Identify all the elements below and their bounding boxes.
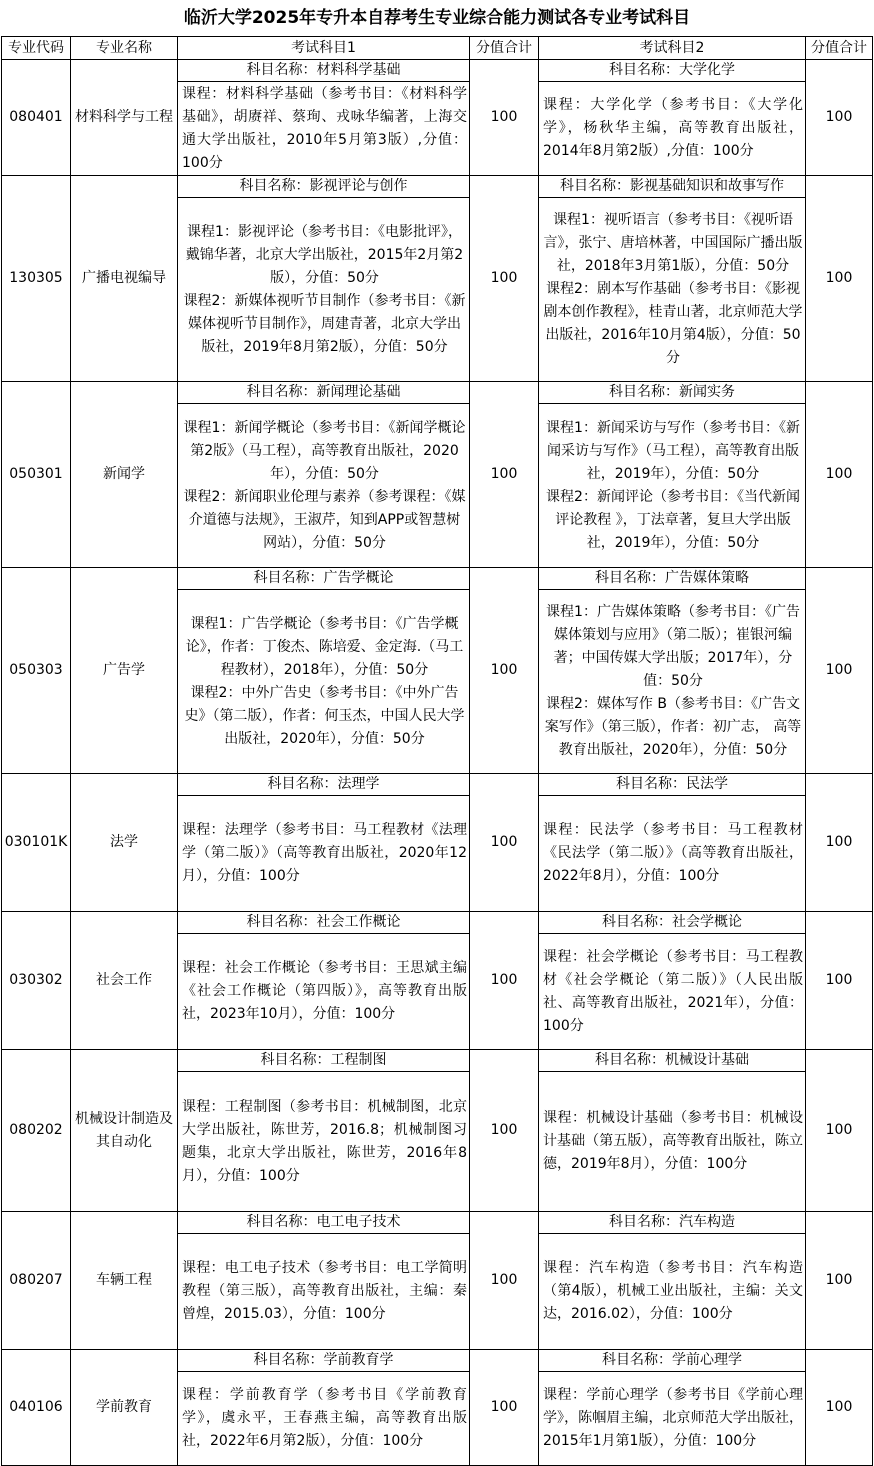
subject-name: 科目名称：学前教育学 [178, 1350, 469, 1372]
subject-courses [178, 1072, 469, 1211]
course-2: 课程2：新媒体视听节目制作（参考书目：《新媒体视听节目制作》，周建青著，北京大学出版社，2019年8月第2版），分值：50分 [183, 292, 466, 355]
score-total-2: 100 [806, 1050, 873, 1212]
major-code: 080202 [2, 1050, 71, 1212]
course-2: 课程2：中外广告史（参考书目：《中外广告史》（第二版），作者：何玉杰，中国人民大学出版社，2020年），分值：50分 [184, 684, 465, 747]
major-name: 社会工作 [71, 912, 178, 1050]
subject1-cell [178, 568, 470, 774]
subject1-cell [178, 176, 470, 382]
score-total-1: 100 [470, 1212, 539, 1350]
table-row [2, 568, 873, 774]
subject1-cell [178, 1050, 470, 1212]
subject-name: 科目名称：广告学概论 [178, 568, 469, 590]
course-1: 课程：材料科学基础（参考书目：《材料科学基础》，胡赓祥、蔡珣、戎咏华编著，上海交通大学出版社，2010年5月第3版）,分值：100分 [182, 85, 467, 171]
score-total-2: 100 [806, 1212, 873, 1350]
course-1: 课程：电工电子技术（参考书目：电工学简明教程（第三版），高等教育出版社，主编：秦曾煌，2015.03），分值：100分 [182, 1260, 467, 1322]
course-1: 课程：学前教育学（参考书目《学前教育学》，虞永平，王春燕主编，高等教育出版社，2022年6月第2版），分值：100分 [182, 1387, 467, 1449]
subject-name: 科目名称：新闻理论基础 [178, 382, 469, 404]
score-total-2: 100 [806, 1350, 873, 1466]
subject-courses [539, 796, 805, 911]
major-code: 080207 [2, 1212, 71, 1350]
score-total-1: 100 [470, 912, 539, 1050]
course-1: 课程：机械设计基础（参考书目：机械设计基础（第五版），高等教育出版社，陈立德，2019年8月），分值：100分 [543, 1110, 803, 1172]
subject2-cell [539, 382, 806, 568]
subject-name: 科目名称：广告媒体策略 [539, 568, 805, 590]
course-1: 课程：社会学概论（参考书目：马工程教材《社会学概论（第二版）》（人民出版社、高等教育出版社，2021年），分值：100分 [543, 948, 803, 1034]
subject-courses [178, 934, 469, 1049]
major-code: 030101K [2, 774, 71, 912]
table-row [2, 1050, 873, 1212]
subject1-cell [178, 912, 470, 1050]
course-1: 课程：民法学（参考书目：马工程教材《民法学（第二版）》（高等教育出版社，2022年8月），分值：100分 [543, 822, 803, 884]
major-code: 040106 [2, 1350, 71, 1466]
major-name: 新闻学 [71, 382, 178, 568]
subject2-cell [539, 60, 806, 176]
major-code: 050301 [2, 382, 71, 568]
subject-courses [539, 198, 805, 381]
course-1: 课程：工程制图（参考书目：机械制图，北京大学出版社，陈世芳，2016.8；机械制图习题集，北京大学出版社，陈世芳，2016年8月），分值：100分 [182, 1098, 467, 1184]
subject-courses [178, 1372, 469, 1465]
score-total-1: 100 [470, 1050, 539, 1212]
course-1: 课程：法理学（参考书目：马工程教材《法理学（第二版）》（高等教育出版社，2020年12月），分值：100分 [182, 822, 467, 884]
subject-name: 科目名称：电工电子技术 [178, 1212, 469, 1234]
header-subject1: 考试科目1 [178, 37, 470, 60]
subject1-cell [178, 1350, 470, 1466]
subject-name: 科目名称：社会工作概论 [178, 912, 469, 934]
header-row [2, 37, 873, 60]
score-total-1: 100 [470, 176, 539, 382]
major-code: 050303 [2, 568, 71, 774]
course-1: 课程：学前心理学（参考书目《学前心理学》，陈帼眉主编，北京师范大学出版社，2015年1月第1版），分值：100分 [543, 1387, 803, 1449]
subject-name: 科目名称：材料科学基础 [178, 60, 469, 82]
course-1: 课程1：视听语言（参考书目：《视听语言》，张宁、唐培林著，中国国际广播出版社，2018年3月第1版），分值：50分 [543, 212, 803, 274]
table-row [2, 1350, 873, 1466]
score-total-2: 100 [806, 60, 873, 176]
header-subject2: 考试科目2 [539, 37, 806, 60]
course-1: 课程1：新闻学概论（参考书目：《新闻学概论第2版》（马工程），高等教育出版社，2020年），分值：50分 [183, 419, 466, 482]
score-total-2: 100 [806, 912, 873, 1050]
subject2-cell [539, 912, 806, 1050]
table-row [2, 60, 873, 176]
header-total2: 分值合计 [806, 37, 873, 60]
subject-name: 科目名称：汽车构造 [539, 1212, 805, 1234]
subject-name: 科目名称：大学化学 [539, 60, 805, 82]
subject2-cell [539, 1050, 806, 1212]
score-total-1: 100 [470, 60, 539, 176]
subject2-cell [539, 1212, 806, 1350]
header-name: 专业名称 [71, 37, 178, 60]
course-1: 课程1：新闻采访与写作（参考书目：《新闻采访与写作》（马工程），高等教育出版社，2019年），分值：50分 [546, 419, 800, 482]
course-1: 课程：社会工作概论（参考书目：王思斌主编《社会工作概论（第四版）》，高等教育出版社，2023年10月），分值：100分 [182, 960, 467, 1022]
score-total-1: 100 [470, 774, 539, 912]
subject-name: 科目名称：学前心理学 [539, 1350, 805, 1372]
subject-courses [178, 1234, 469, 1349]
subject1-cell [178, 774, 470, 912]
subject2-cell [539, 568, 806, 774]
subject-courses [539, 1234, 805, 1349]
table-row [2, 1212, 873, 1350]
subject-courses [539, 82, 805, 175]
table-row [2, 176, 873, 382]
major-code: 080401 [2, 60, 71, 176]
subject-name: 科目名称：机械设计基础 [539, 1050, 805, 1072]
header-code: 专业代码 [2, 37, 71, 60]
major-name: 材料科学与工程 [71, 60, 178, 176]
subject-courses [539, 1372, 805, 1465]
subject2-cell [539, 1350, 806, 1466]
page-title: 临沂大学2025年专升本自荐考生专业综合能力测试各专业考试科目 [183, 8, 691, 28]
subject2-cell [539, 774, 806, 912]
course-1: 课程：大学化学（参考书目：《大学化学》，杨秋华主编，高等教育出版社，2014年8月第2版）,分值：100分 [543, 97, 803, 159]
course-1: 课程1：广告媒体策略（参考书目：《广告媒体策划与应用》（第二版）；崔银河编著；中国传媒大学出版；2017年），分值：50分 [546, 604, 800, 689]
subject-courses [178, 82, 469, 175]
subject-courses [539, 934, 805, 1049]
table-row [2, 382, 873, 568]
subject-courses [539, 404, 805, 567]
score-total-1: 100 [470, 1350, 539, 1466]
score-total-1: 100 [470, 568, 539, 774]
course-2: 课程2：剧本写作基础（参考书目：《影视剧本创作教程》，桂青山著，北京师范大学出版社，2016年10月第4版），分值：50分 [543, 281, 803, 366]
course-1: 课程1：广告学概论（参考书目：《广告学概论》，作者：丁俊杰、陈培爱、金定海.（马工程教材），2018年），分值：50分 [185, 615, 464, 678]
subject-courses [178, 198, 469, 381]
subject1-cell [178, 60, 470, 176]
subject-courses [539, 1072, 805, 1211]
subject-name: 科目名称：工程制图 [178, 1050, 469, 1072]
score-total-1: 100 [470, 382, 539, 568]
subject-courses [178, 796, 469, 911]
score-total-2: 100 [806, 568, 873, 774]
course-1: 课程：汽车构造（参考书目：汽车构造（第4版），机械工业出版社，主编：关文达，2016.02），分值：100分 [543, 1260, 803, 1322]
subject-name: 科目名称：影视基础知识和故事写作 [539, 176, 805, 198]
subject-courses [178, 590, 469, 773]
score-total-2: 100 [806, 382, 873, 568]
major-name: 广播电视编导 [71, 176, 178, 382]
subject-name: 科目名称：民法学 [539, 774, 805, 796]
subject1-cell [178, 382, 470, 568]
score-total-2: 100 [806, 176, 873, 382]
subject1-cell [178, 1212, 470, 1350]
subject-name: 科目名称：新闻实务 [539, 382, 805, 404]
subject-name: 科目名称：法理学 [178, 774, 469, 796]
exam-subjects-table [1, 36, 873, 1466]
course-2: 课程2：新闻职业伦理与素养（参考课程：《媒介道德与法规》，王淑芹，知到APP或智慧树网站），分值：50分 [183, 488, 466, 551]
major-name: 广告学 [71, 568, 178, 774]
course-1: 课程1：影视评论（参考书目：《电影批评》，戴锦华著，北京大学出版社，2015年2月第2版），分值：50分 [185, 223, 464, 286]
course-2: 课程2：媒体写作 B（参考书目：《广告文案写作》（第三版），作者：初广志， 高等教育出版社，2020年），分值：50分 [544, 696, 802, 758]
header-total1: 分值合计 [470, 37, 539, 60]
subject-name: 科目名称：影视评论与创作 [178, 176, 469, 198]
subject-name: 科目名称：社会学概论 [539, 912, 805, 934]
table-row [2, 912, 873, 1050]
major-code: 030302 [2, 912, 71, 1050]
major-code: 130305 [2, 176, 71, 382]
score-total-2: 100 [806, 774, 873, 912]
subject-courses [178, 404, 469, 567]
major-name: 机械设计制造及其自动化 [71, 1050, 178, 1212]
major-name: 法学 [71, 774, 178, 912]
subject-courses [539, 590, 805, 773]
course-2: 课程2：新闻评论（参考书目：《当代新闻评论教程 》，丁法章著，复旦大学出版社，2019年），分值：50分 [546, 488, 800, 551]
major-name: 车辆工程 [71, 1212, 178, 1350]
major-name: 学前教育 [71, 1350, 178, 1466]
subject2-cell [539, 176, 806, 382]
table-row [2, 774, 873, 912]
